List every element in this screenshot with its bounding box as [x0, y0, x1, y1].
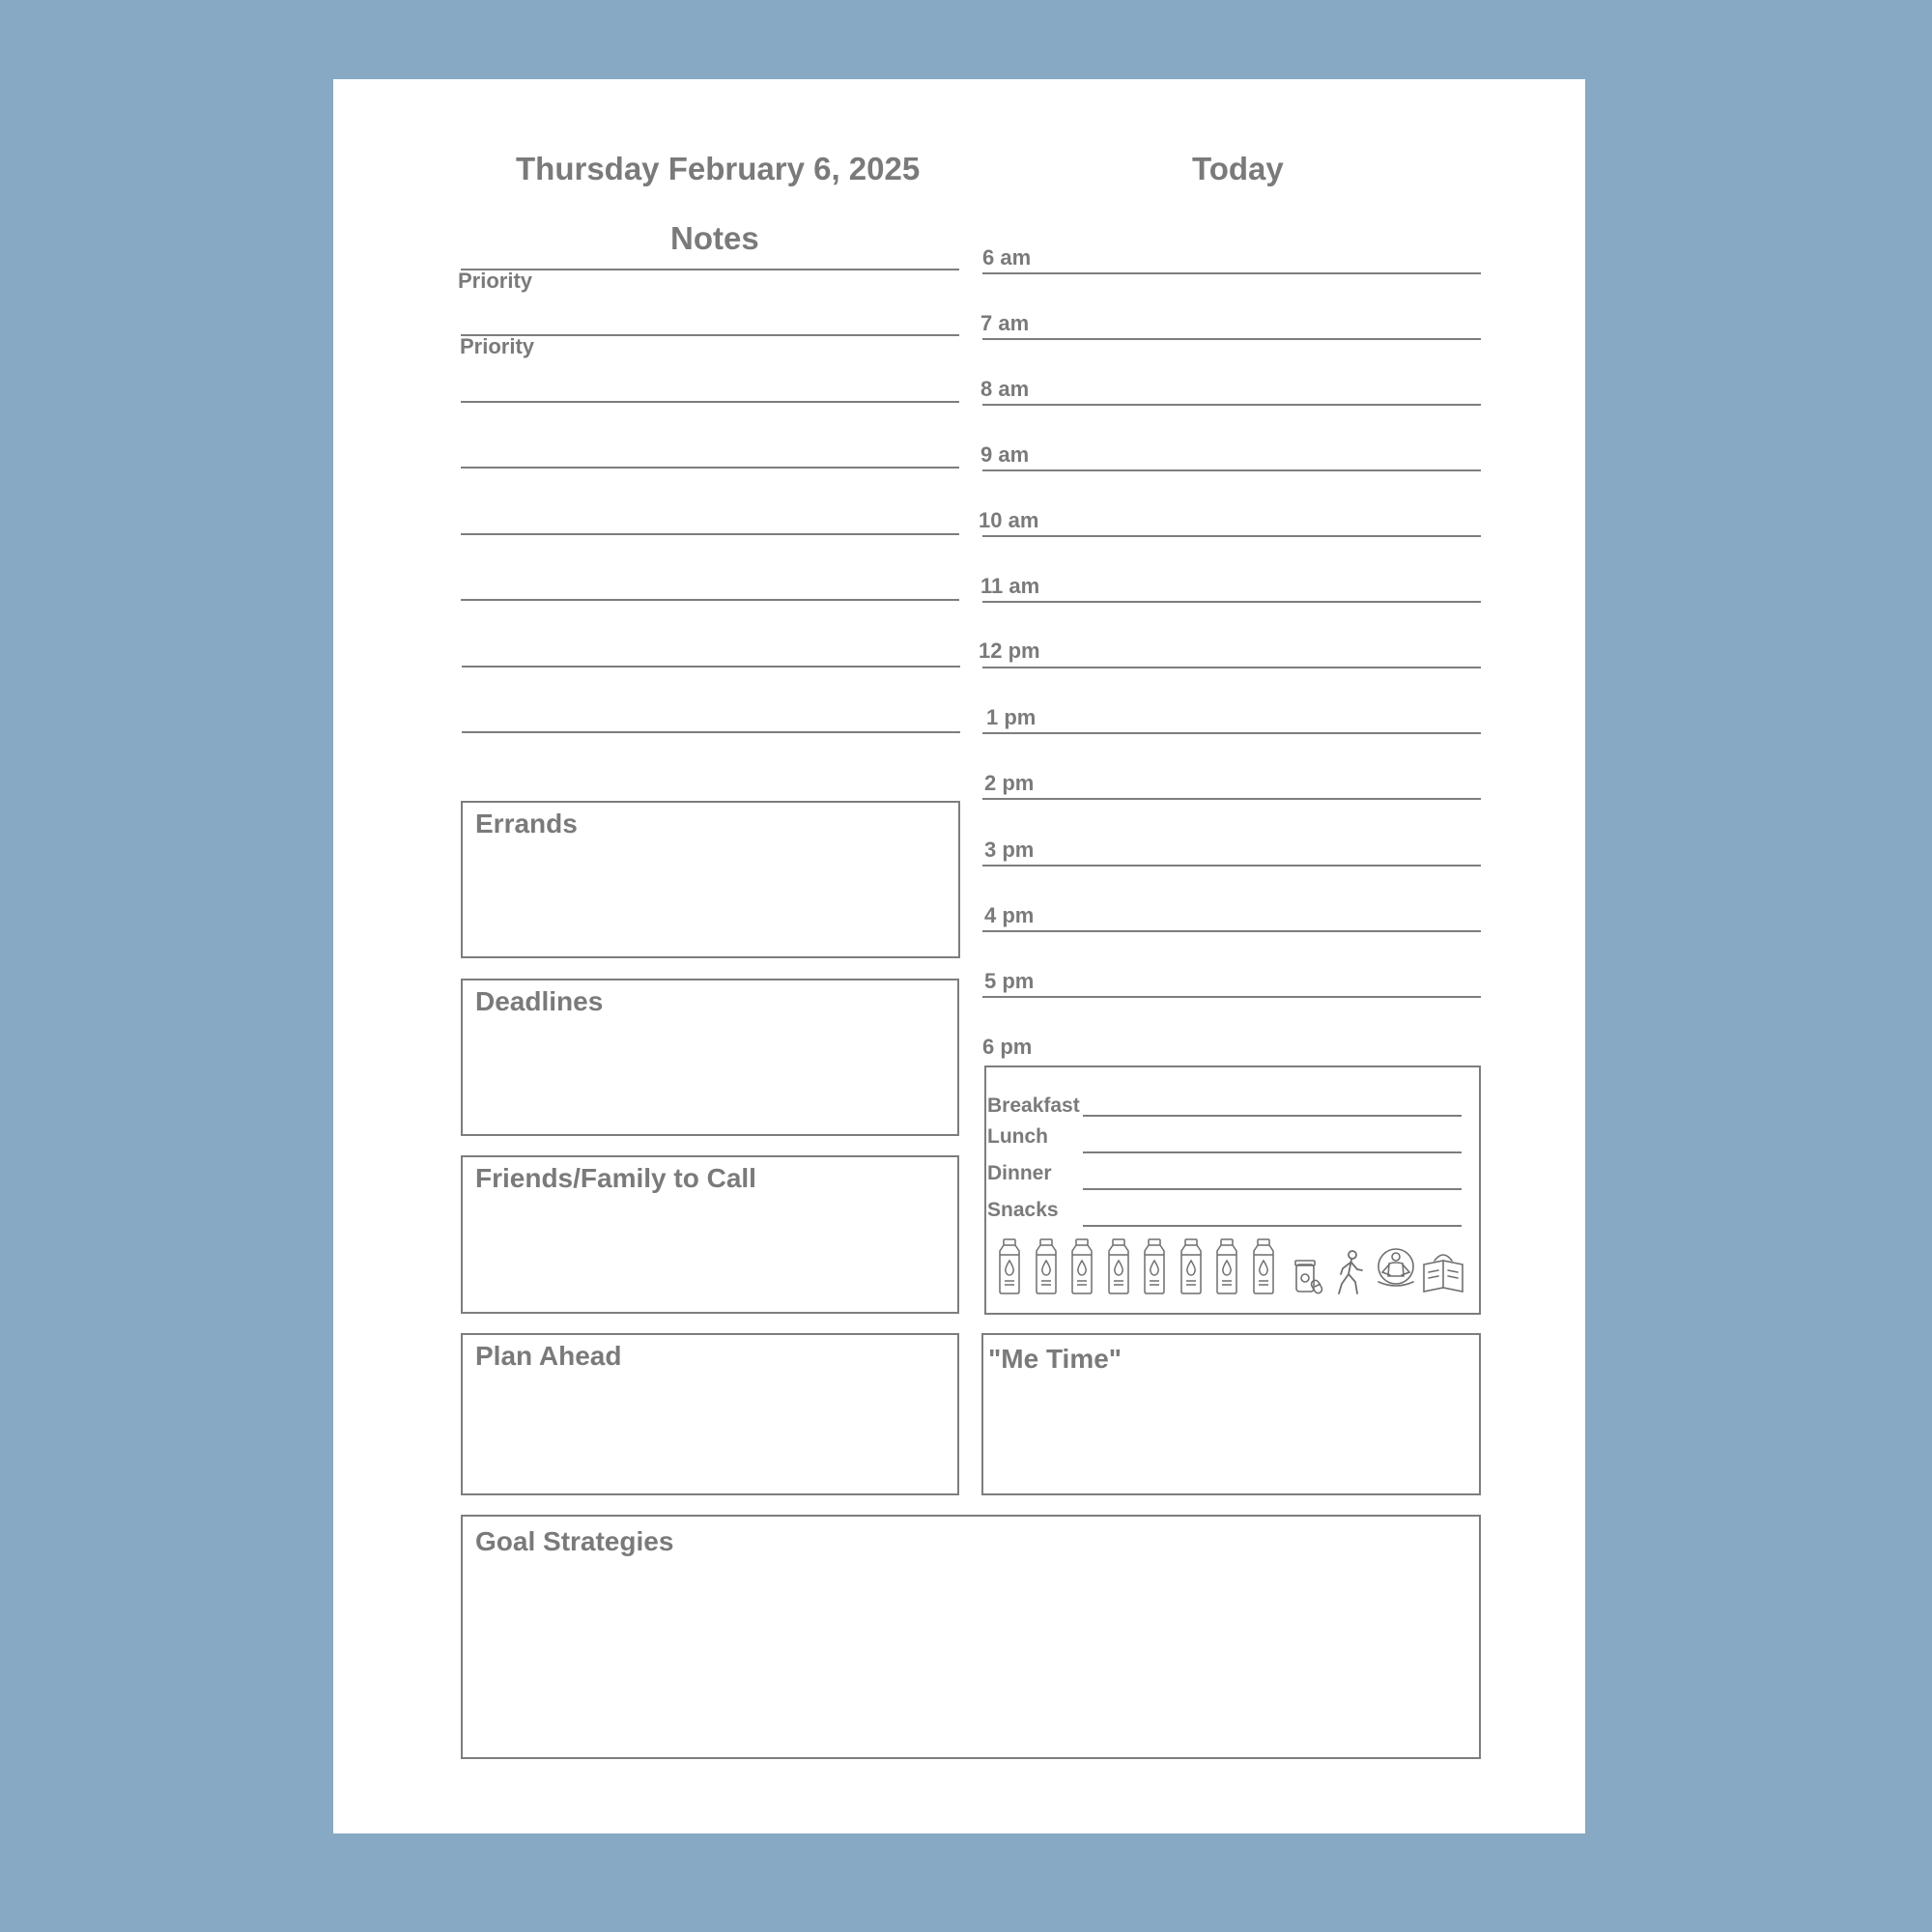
- errands-title: Errands: [475, 809, 578, 838]
- notes-line-6[interactable]: [461, 599, 959, 601]
- time-label: 9 am: [980, 442, 1030, 467]
- priority-label-1: Priority: [458, 269, 533, 293]
- notes-line-2[interactable]: [461, 334, 959, 336]
- goal-strategies-box[interactable]: [461, 1515, 1481, 1759]
- meals-tracker-box: [984, 1065, 1481, 1315]
- plan-ahead-box[interactable]: [461, 1333, 959, 1495]
- time-line[interactable]: [982, 930, 1481, 932]
- errands-box[interactable]: [461, 801, 960, 958]
- water-bottle-icon[interactable]: [1141, 1237, 1168, 1295]
- time-label: 8 am: [980, 377, 1030, 401]
- water-bottle-icon[interactable]: [1033, 1237, 1060, 1295]
- time-line[interactable]: [982, 272, 1481, 274]
- lunch-label: Lunch: [987, 1125, 1048, 1148]
- time-line[interactable]: [982, 469, 1481, 471]
- water-bottle-icon[interactable]: [1250, 1237, 1277, 1295]
- reading-icon[interactable]: [1421, 1247, 1465, 1295]
- water-bottle-icon[interactable]: [1178, 1237, 1205, 1295]
- priority-label-2: Priority: [460, 334, 535, 358]
- walking-icon[interactable]: [1332, 1249, 1371, 1297]
- notes-line-1[interactable]: [461, 269, 959, 270]
- vitamins-icon[interactable]: [1293, 1257, 1332, 1295]
- notes-line-8[interactable]: [462, 731, 960, 733]
- me-time-title: "Me Time": [988, 1344, 1122, 1374]
- time-label: 2 pm: [984, 771, 1035, 795]
- friends-family-title: Friends/Family to Call: [475, 1163, 756, 1193]
- deadlines-title: Deadlines: [475, 986, 604, 1016]
- time-line[interactable]: [982, 601, 1481, 603]
- today-heading: Today: [1192, 151, 1284, 186]
- time-line[interactable]: [982, 798, 1481, 800]
- time-label: 4 pm: [984, 903, 1035, 927]
- time-line[interactable]: [982, 535, 1481, 537]
- date-heading: Thursday February 6, 2025: [516, 151, 921, 186]
- time-label: 12 pm: [979, 639, 1040, 663]
- time-label: 3 pm: [984, 838, 1035, 862]
- friends-family-box[interactable]: [461, 1155, 959, 1314]
- me-time-box[interactable]: [981, 1333, 1481, 1495]
- time-label: 6 am: [982, 245, 1032, 270]
- water-bottle-icon[interactable]: [1068, 1237, 1095, 1295]
- notes-line-5[interactable]: [461, 533, 959, 535]
- time-label: 11 am: [980, 574, 1040, 598]
- notes-line-4[interactable]: [461, 467, 959, 469]
- water-bottle-icon[interactable]: [996, 1237, 1023, 1295]
- time-label: 6 pm: [982, 1035, 1033, 1059]
- water-tracker: [996, 1237, 1286, 1295]
- lunch-line[interactable]: [1083, 1151, 1462, 1153]
- time-label: 10 am: [979, 508, 1039, 532]
- time-line[interactable]: [982, 732, 1481, 734]
- notes-line-7[interactable]: [462, 666, 960, 668]
- snacks-label: Snacks: [987, 1199, 1059, 1221]
- plan-ahead-title: Plan Ahead: [475, 1341, 622, 1371]
- goal-strategies-title: Goal Strategies: [475, 1526, 674, 1556]
- snacks-line[interactable]: [1083, 1225, 1462, 1227]
- breakfast-label: Breakfast: [987, 1094, 1080, 1117]
- planner-page: [333, 79, 1585, 1833]
- water-bottle-icon[interactable]: [1213, 1237, 1240, 1295]
- time-line[interactable]: [982, 667, 1481, 668]
- time-label: 7 am: [980, 311, 1030, 335]
- time-line[interactable]: [982, 865, 1481, 867]
- dinner-label: Dinner: [987, 1162, 1052, 1184]
- notes-heading: Notes: [670, 220, 759, 256]
- time-line[interactable]: [982, 338, 1481, 340]
- time-label: 1 pm: [986, 705, 1037, 729]
- breakfast-line[interactable]: [1083, 1115, 1462, 1117]
- time-line[interactable]: [982, 404, 1481, 406]
- time-line[interactable]: [982, 996, 1481, 998]
- dinner-line[interactable]: [1083, 1188, 1462, 1190]
- water-bottle-icon[interactable]: [1105, 1237, 1132, 1295]
- deadlines-box[interactable]: [461, 979, 959, 1136]
- time-label: 5 pm: [984, 969, 1035, 993]
- meditation-icon[interactable]: [1375, 1247, 1417, 1293]
- notes-line-3[interactable]: [461, 401, 959, 403]
